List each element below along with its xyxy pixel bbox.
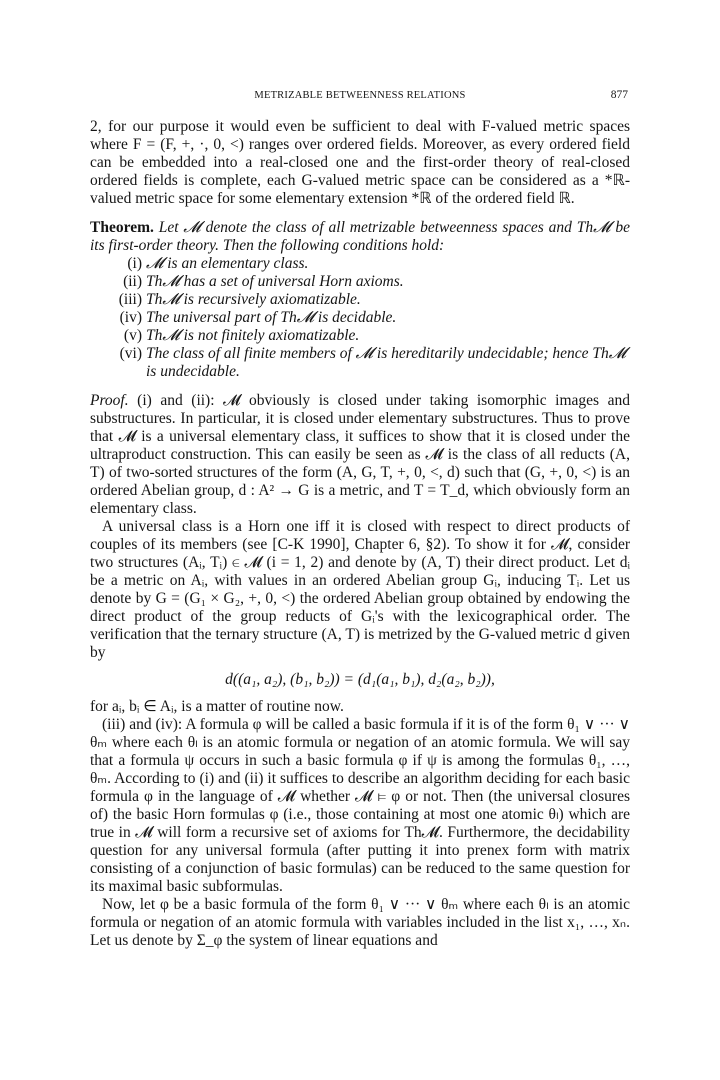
condition-number: (iii) (118, 291, 142, 308)
page-number: 877 (610, 89, 628, 101)
running-header (90, 88, 630, 106)
condition-item (90, 345, 630, 381)
running-title: METRIZABLE BETWEENNESS RELATIONS (254, 90, 466, 101)
intro-paragraph: 2, for our purpose it would even be sufficient to deal with F-valued metric spaces where F = (F, +, ·, 0, <) ranges over ordered fields. Moreover, as every ordered field can be embedded into a real-closed one and the first-order theory of real-closed ordered fields is complete, each G-valued metric space can be considered as a *ℝ-valued metric space for some elementary extension *ℝ of the ordered field ℝ. (90, 118, 630, 207)
proof-paragraph (90, 392, 630, 518)
display-formula: d((a₁, a₂), (b₁, b₂)) = (d₁(a₁, b₁), d₂(a₂, b₂)), (225, 671, 495, 688)
condition-number: (i) (127, 255, 142, 272)
condition-text: Th𝓜 is recursively axiomatizable. (146, 291, 361, 308)
condition-number: (iv) (119, 309, 142, 326)
proof-label: Proof. (90, 392, 129, 409)
proof-text: (i) and (ii): 𝓜 obviously is closed under taking isomorphic images and substructures. In particular, it is closed under elementary substructures. Thus to prove that 𝓜 is a universal elementary class, it suffices to show that it is closed under the ultraproduct construction. This can easily be seen as 𝓜 is the class of all reducts (A, T) of two-sorted structures of the form (A, G, T, +, 0, <, d) such that (G, +, 0, <) is an ordered Abelian group, d : A² → G is a metric, and T = T_d, which obviously form an elementary class. (90, 392, 630, 517)
condition-item (90, 255, 630, 273)
condition-text: The universal part of Th𝓜 is decidable. (146, 309, 397, 326)
theorem-text: Let 𝓜 denote the class of all metrizable betweenness spaces and Th𝓜 be its first-order theory. Then the following conditions hold: (90, 219, 631, 254)
linear-system-paragraph: Now, let φ be a basic formula of the form θ₁ ∨ ··· ∨ θₘ where each θₗ is an atomic formula or negation of an atomic formula with variables included in the list x₁, …, xₙ. Let us denote by Σ_φ the system of linear equations and (90, 896, 630, 949)
condition-text: The class of all finite members of 𝓜 is hereditarily undecidable; hence Th𝓜 is undecidable. (146, 345, 627, 380)
condition-text: 𝓜 is an elementary class. (146, 255, 309, 272)
basic-formula-paragraph: (iii) and (iv): A formula φ will be called a basic formula if it is of the form θ₁ ∨ ··· ∨ θₘ where each θₗ is an atomic formula or negation of an atomic formula. We will say that a formula ψ occurs in such a basic formula φ if ψ is among the formulas θ₁, …, θₘ. According to (i) and (ii) it suffices to describe an algorithm deciding for each basic formula φ in the language of 𝓜 whether 𝓜 ⊨ φ or not. Then (the universal closures of) the basic Horn formulas φ (i.e., those containing at most one atomic θₗ) which are true in 𝓜 will form a recursive set of axioms for Th𝓜. Furthermore, the decidability question for any universal formula (after putting it into prenex form with matrix consisting of a conjunction of basic formulas) can be reduced to the same question for its maximal basic subformulas. (90, 716, 630, 895)
condition-text: Th𝓜 has a set of universal Horn axioms. (146, 273, 404, 290)
condition-number: (v) (123, 327, 142, 344)
theorem-statement (90, 219, 630, 255)
theorem-conditions (90, 255, 630, 381)
condition-text: Th𝓜 is not finitely axiomatizable. (146, 327, 360, 344)
condition-number: (vi) (119, 345, 142, 362)
page-body (90, 118, 630, 950)
condition-item (90, 309, 630, 327)
horn-paragraph: A universal class is a Horn one iff it is closed with respect to direct products of couples of its members (see [C-K 1990], Chapter 6, §2). To show it for 𝓜, consider two structures (Aᵢ, Tᵢ) ∈ 𝓜 (i = 1, 2) and denote by (A, T) their direct product. Let dᵢ be a metric on Aᵢ, with values in an ordered Abelian group Gᵢ, inducing Tᵢ. Let us denote by G = (G₁ × G₂, +, 0, <) the ordered Abelian group obtained by endowing the direct product of the group reducts of Gᵢ's with the lexicographical order. The verification that the ternary structure (A, T) is metrized by the G-valued metric d given by (90, 518, 630, 661)
routine-paragraph: for aᵢ, bᵢ ∈ Aᵢ, is a matter of routine now. (90, 698, 344, 715)
condition-item (90, 273, 630, 291)
condition-number: (ii) (123, 273, 142, 290)
theorem-label: Theorem. (90, 219, 154, 236)
condition-item (90, 291, 630, 309)
condition-item (90, 327, 630, 345)
